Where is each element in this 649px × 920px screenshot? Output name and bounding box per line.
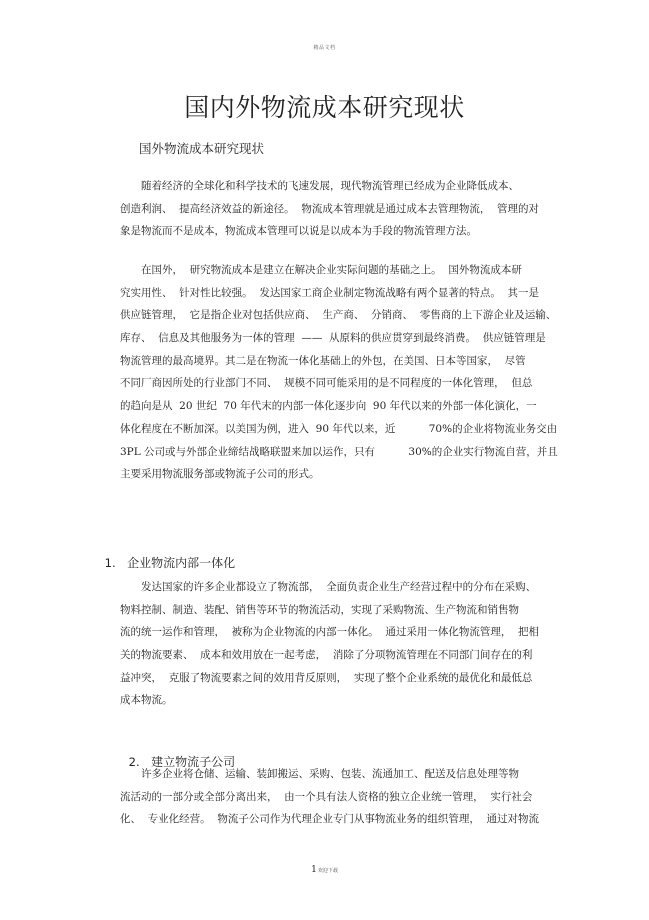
footer-note: 欢迎下载 bbox=[317, 868, 338, 874]
paragraph-foreign-research bbox=[120, 259, 558, 486]
footer bbox=[0, 865, 649, 875]
paragraph-internal-integration bbox=[120, 576, 540, 712]
text-line: 许多企业将仓储、运输、装卸搬运、采购、包装、流通加工、配送及信息处理等物 bbox=[141, 768, 519, 780]
text-line: 随着经济的全球化和科学技术的飞速发展，现代物流管理已经成为企业降低成本、 bbox=[141, 180, 519, 192]
text-line: 化、 专业化经营。 物流子公司作为代理企业专门从事物流业务的组织管理， 通过对物流 bbox=[120, 813, 540, 826]
text-line: 3PL 公司或与外部企业缔结战略联盟来加以运作，只有 30%的企业实行物流自营，并且 bbox=[120, 445, 558, 458]
text-line: 库存、 信息及其他服务为一体的管理 —— 从原料的供应贯穿到最终消费。 供应链管理是 bbox=[120, 332, 546, 345]
text-line: 创造利润、 提高经济效益的新途径。 物流成本管理就是通过成本去管理物流， 管理的对 bbox=[120, 202, 540, 215]
section-title: 建立物流子公司 bbox=[151, 755, 236, 769]
text-line: 发达国家的许多企业都设立了物流部， 全面负责企业生产经营过程中的分布在采购、 bbox=[141, 581, 537, 593]
text-line: 主要采用物流服务部或物流子公司的形式。 bbox=[120, 468, 320, 481]
text-line: 流活动的一部分或全部分离出来， 由一个具有法人资格的独立企业统一管理， 实行社会 bbox=[120, 790, 533, 803]
document-title: 国内外物流成本研究现状 bbox=[184, 93, 465, 122]
text-line: 物料控制、制造、装配、销售等环节的物流活动，实现了采购物流、生产物流和销售物 bbox=[120, 603, 519, 616]
text-line: 关的物流要素、 成本和效用放在一起考虑， 消除了分项物流管理在不同部门间存在的利 bbox=[120, 649, 533, 662]
text-line: 供应链管理， 它是指企业对包括供应商、 生产商、 分销商、 零售商的上下游企业及运输、 bbox=[120, 309, 557, 322]
text-line: 益冲突， 克服了物流要素之间的效用背反原则， 实现了整个企业系统的最优化和最低总 bbox=[120, 671, 533, 684]
section-heading-1 bbox=[97, 540, 235, 571]
page-number: 1 bbox=[311, 865, 317, 875]
text-line: 流的统一运作和管理， 被称为企业物流的内部一体化。 通过采用一体化物流管理， 把相 bbox=[120, 626, 540, 639]
subtitle: 国外物流成本研究现状 bbox=[139, 141, 265, 156]
section-number: 2. bbox=[128, 755, 140, 769]
text-line: 成本物流。 bbox=[120, 694, 173, 707]
paragraph-logistics-subsidiary bbox=[120, 763, 540, 831]
text-line: 体化程度在不断加深。以美国为例，进入 90 年代以来，近 70%的企业将物流业务交由 bbox=[120, 422, 558, 435]
paragraph-intro bbox=[120, 175, 540, 243]
header-note: 精品文档 bbox=[313, 45, 336, 51]
text-line: 不同厂商因所处的行业部门不同、 规模不同可能采用的是不同程度的一体化管理， 但总 bbox=[120, 377, 533, 390]
text-line: 的趋向是从 20 世纪 70 年代末的内部一体化逐步向 90 年代以来的外部一体化演化，一 bbox=[120, 400, 537, 413]
text-line: 在国外， 研究物流成本是建立在解决企业实际问题的基础之上。 国外物流成本研 bbox=[141, 264, 522, 276]
text-line: 象是物流而不是成本，物流成本管理可以说是以成本为手段的物流管理方法。 bbox=[120, 225, 477, 238]
text-line: 物流管理的最高境界。其二是在物流一体化基础上的外包，在美国、日本等国家， 尽管 bbox=[120, 354, 526, 367]
section-number: 1. bbox=[104, 556, 116, 570]
text-line: 究实用性、 针对性比较强。 发达国家工商企业制定物流战略有两个显著的特点。 其一是 bbox=[120, 286, 540, 299]
section-title: 企业物流内部一体化 bbox=[127, 556, 236, 570]
